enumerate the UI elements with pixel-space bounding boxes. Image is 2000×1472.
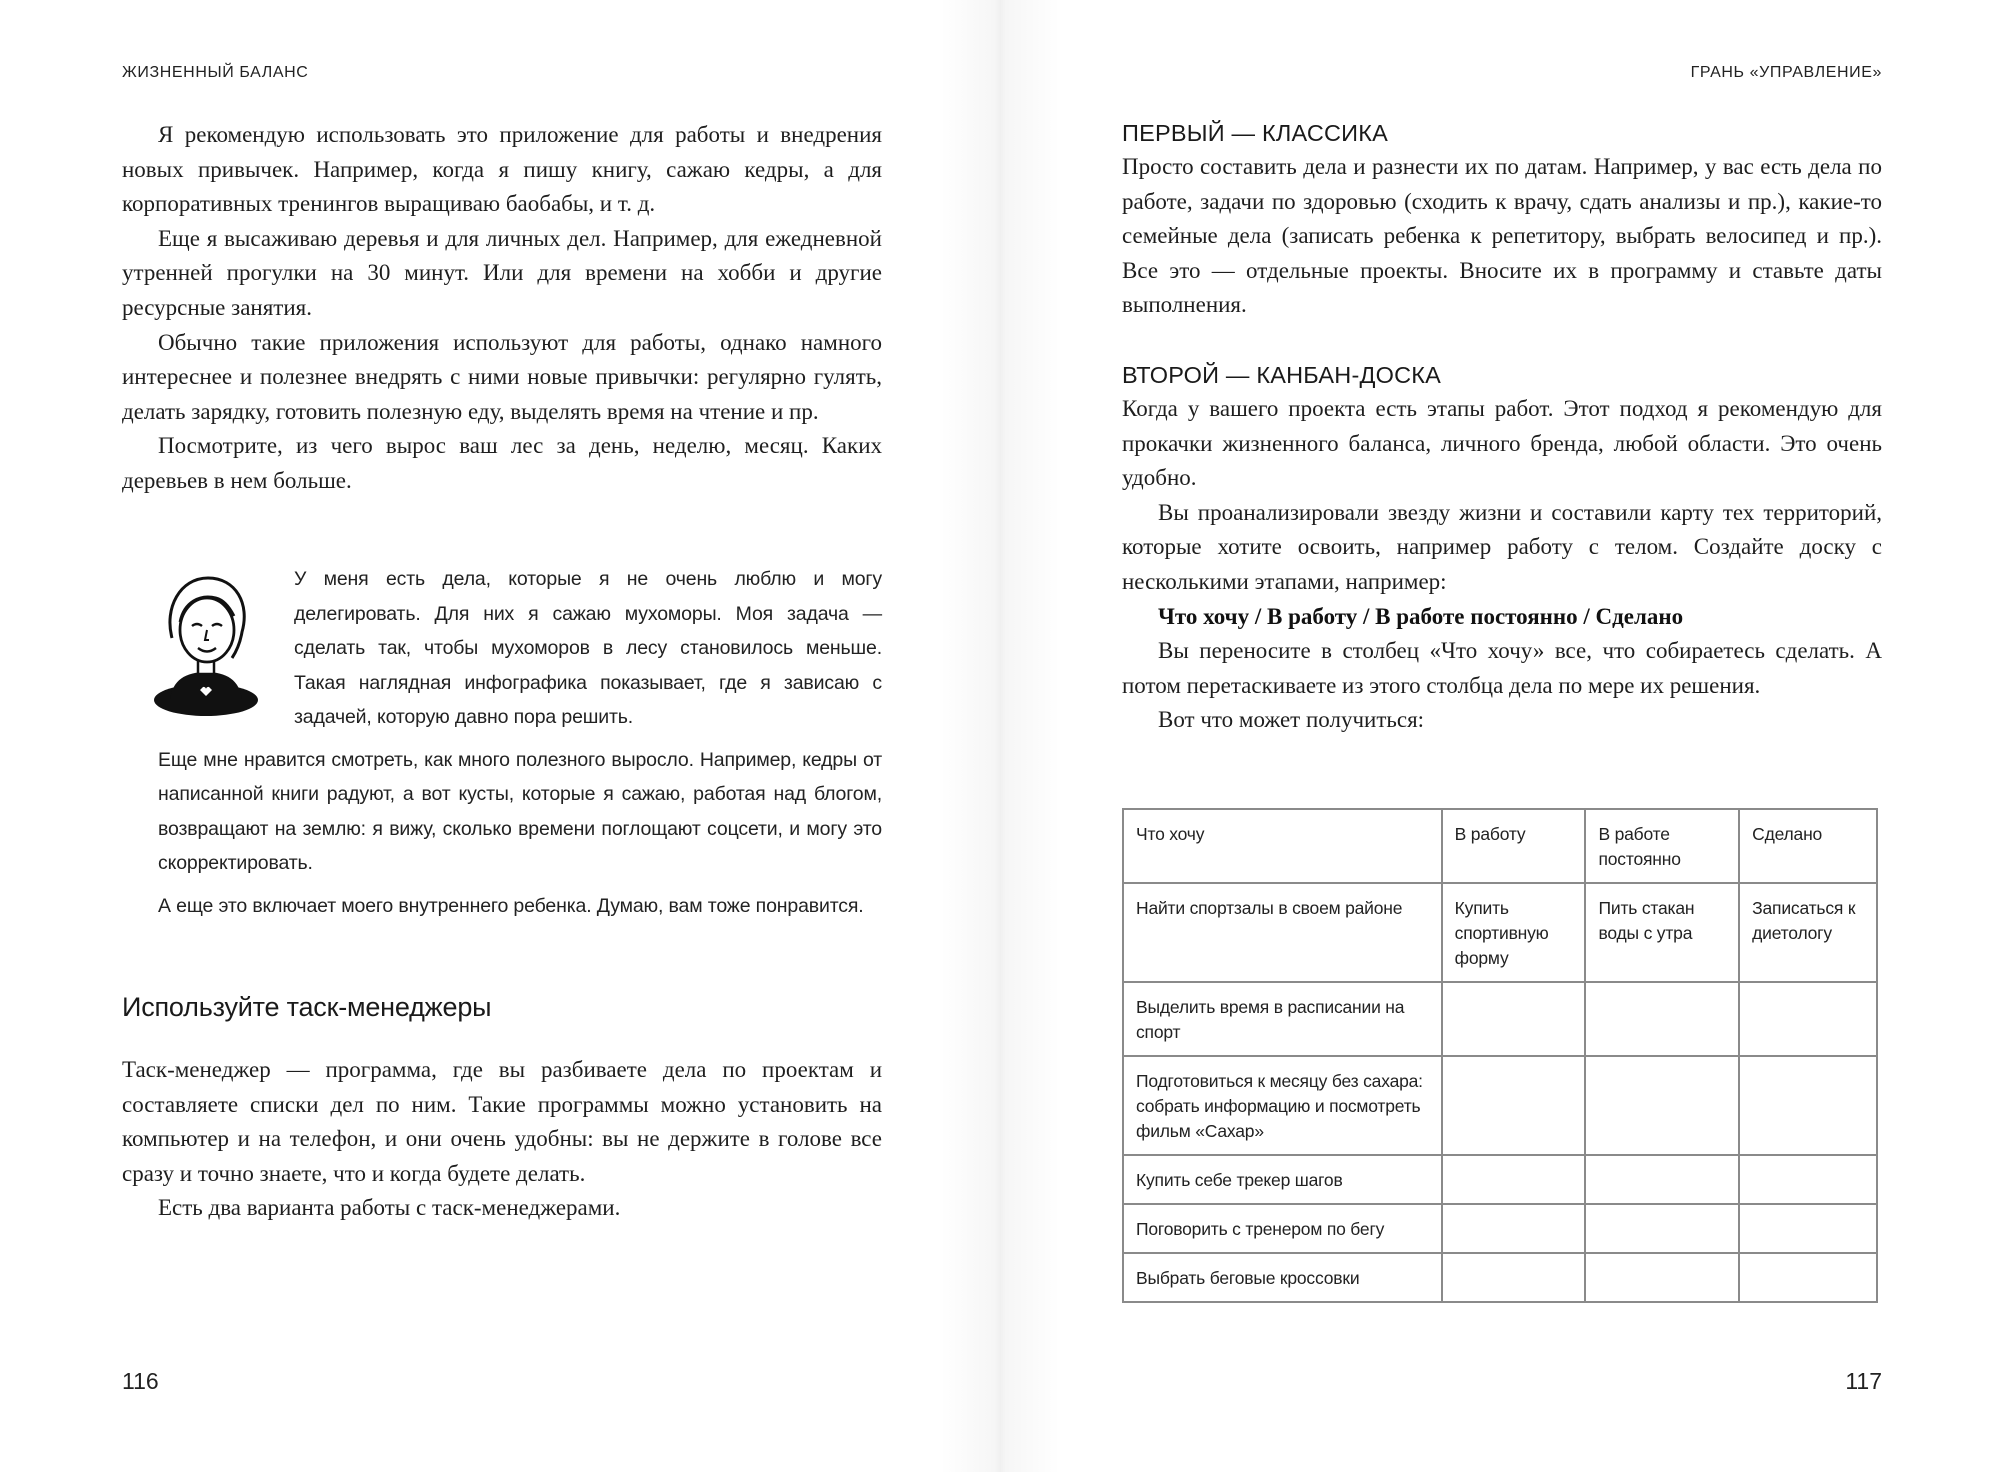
paragraph: Еще я высаживаю деревья и для личных дел. Например, для ежедневной утренней прогулки на 30 минут. Или для времени на хобби и другие ресурсные занятия.: [122, 225, 882, 320]
author-aside: [122, 562, 882, 923]
running-head-left: ЖИЗНЕННЫЙ БАЛАНС: [122, 64, 309, 81]
table-cell: Найти спортзалы в своем районе: [1123, 883, 1442, 982]
paragraph: Посмотрите, из чего вырос ваш лес за день, неделю, месяц. Каких деревьев в нем больше.: [122, 433, 882, 493]
table-cell: [1442, 1204, 1586, 1253]
table-cell: [1442, 982, 1586, 1056]
table-cell: [1585, 1155, 1739, 1204]
table-cell: Поговорить с тренером по бегу: [1123, 1204, 1442, 1253]
running-head-right: ГРАНЬ «УПРАВЛЕНИЕ»: [1690, 64, 1882, 81]
paragraph: Таск-менеджер — программа, где вы разбиваете дела по проектам и составляете списки дел по ним. Такие программы можно установить на компьютер и на телефон, и они очень удобны: вы не держите в голове все сразу и точно знаете, что и когда будете делать.: [122, 1057, 882, 1186]
table-row: [1123, 982, 1877, 1056]
kanban-stages-line: Что хочу / В работу / В работе постоянно / Сделано: [1158, 603, 1684, 629]
table-cell: Выбрать беговые кроссовки: [1123, 1253, 1442, 1302]
first-variant-block: [1122, 116, 1882, 323]
table-cell: [1585, 982, 1739, 1056]
table-cell: Выделить время в расписании на спорт: [1123, 982, 1442, 1056]
table-row: [1123, 1204, 1877, 1253]
page-number-right: 117: [1845, 1368, 1882, 1394]
paragraph: Есть два варианта работы с таск-менеджерами.: [158, 1195, 621, 1221]
paragraph: Вот что может получиться:: [1158, 707, 1425, 733]
paragraph: Обычно такие приложения используют для работы, однако намного интереснее и полезнее внедрять с ними новые привычки: регулярно гулять, делать зарядку, готовить полезную еду, выделять время на чтение и пр.: [122, 329, 882, 424]
table-cell: [1585, 1204, 1739, 1253]
table-row: [1123, 1155, 1877, 1204]
table-row: [1123, 1056, 1877, 1155]
table-cell: [1739, 1204, 1877, 1253]
column-header: В работе постоянно: [1585, 809, 1739, 883]
right-page: [1000, 0, 2000, 1472]
paragraph: Когда у вашего проекта есть этапы работ. Этот подход я рекомендую для прокачки жизненного баланса, личного бренда, любой области. Это очень удобно.: [1122, 396, 1882, 491]
section-body-text: [122, 1053, 882, 1226]
paragraph: Вы переносите в столбец «Что хочу» все, что собираетесь сделать. А потом перетаскиваете из этого столбца дела по мере их решения.: [1122, 638, 1882, 698]
table-row: [1123, 883, 1877, 982]
section-heading: Используйте таск-менеджеры: [122, 992, 492, 1022]
table-cell: Пить стакан воды с утра: [1585, 883, 1739, 982]
table-cell: [1739, 982, 1877, 1056]
table-cell: [1442, 1056, 1586, 1155]
table-cell: [1585, 1056, 1739, 1155]
table-cell: [1739, 1253, 1877, 1302]
table-cell: [1739, 1056, 1877, 1155]
column-header: В работу: [1442, 809, 1586, 883]
author-avatar-icon: [150, 568, 262, 718]
table-row: [1123, 1253, 1877, 1302]
table-cell: [1585, 1253, 1739, 1302]
aside-rest: [158, 743, 882, 924]
aside-paragraph: А еще это включает моего внутреннего ребенка. Думаю, вам тоже понравится.: [158, 894, 864, 917]
aside-paragraph: У меня есть дела, которые я не очень люблю и могу делегировать. Для них я сажаю мухоморы. Моя задача — сделать так, чтобы мухоморов в лесу становилось меньше. Такая наглядная инфографика показывает, где я зависаю с задачей, которую давно пора решить.: [294, 568, 882, 728]
column-header: Что хочу: [1123, 809, 1442, 883]
kanban-table: [1122, 808, 1878, 1303]
table-cell: [1739, 1155, 1877, 1204]
second-variant-block: [1122, 358, 1882, 738]
left-body-text: [122, 118, 882, 499]
table-cell: [1442, 1253, 1586, 1302]
paragraph: Просто составить дела и разнести их по датам. Например, у вас есть дела по работе, задачи по здоровью (сходить к врачу, сдать анализы и пр.), какие-то семейные дела (записать ребенка к репетитору, выбрать велосипед и пр.). Все это — отдельные проекты. Вносите их в программу и ставьте даты выполнения.: [1122, 154, 1882, 318]
subheading-first: ПЕРВЫЙ — КЛАССИКА: [1122, 120, 1389, 146]
aside-paragraph: Еще мне нравится смотреть, как много полезного выросло. Например, кедры от написанной книги радуют, а вот кусты, которые я сажаю, работая над блогом, возвращают на землю: я вижу, сколько времени поглощают соцсети, и могу это скорректировать.: [158, 748, 882, 874]
subheading-second: ВТОРОЙ — КАНБАН-ДОСКА: [1122, 362, 1442, 388]
table-cell: Подготовиться к месяцу без сахара: собрать информацию и посмотреть фильм «Сахар»: [1123, 1056, 1442, 1155]
table-cell: Купить спортивную форму: [1442, 883, 1586, 982]
table-cell: Купить себе трекер шагов: [1123, 1155, 1442, 1204]
table-header-row: [1123, 809, 1877, 883]
table-cell: Записаться к диетологу: [1739, 883, 1877, 982]
column-header: Сделано: [1739, 809, 1877, 883]
paragraph: Я рекомендую использовать это приложение для работы и внедрения новых привычек. Например, когда я пишу книгу, сажаю кедры, а для корпоративных тренингов выращиваю баобабы, и т. д.: [122, 122, 882, 217]
table-cell: [1442, 1155, 1586, 1204]
paragraph: Вы проанализировали звезду жизни и составили карту тех территорий, которые хотите освоить, например работу с телом. Создайте доску с несколькими этапами, например:: [1122, 499, 1882, 594]
aside-lead: [294, 562, 882, 735]
page-number-left: 116: [122, 1368, 159, 1394]
